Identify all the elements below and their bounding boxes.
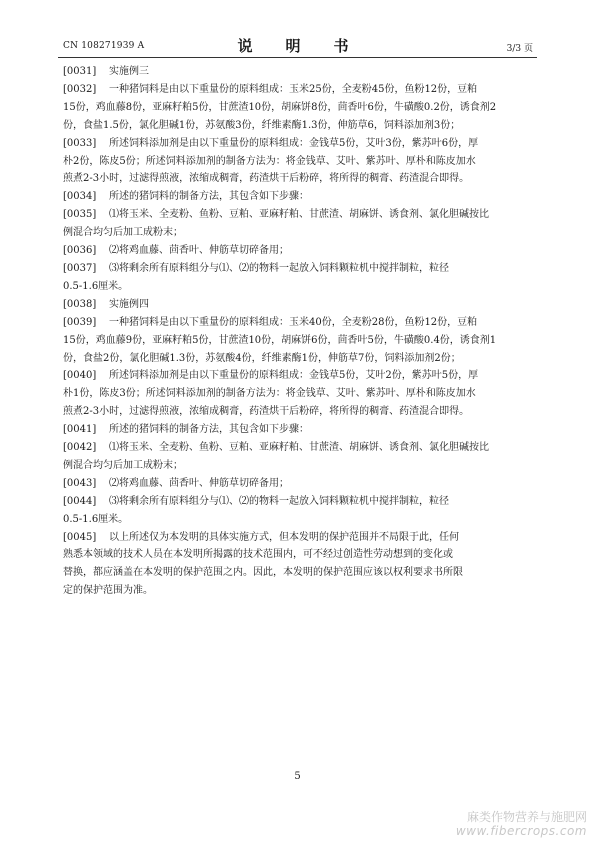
paragraph-number: [0038] (63, 298, 97, 310)
paragraph-number: [0036] (63, 245, 97, 257)
paragraph-text: 所述的猪饲料的制备方法，其包含如下步骤： (109, 191, 309, 203)
paragraph-text: 份，食盐1.5份，氯化胆碱1份，苏氨酸3份，纤维素酶1.3份，伸筋草6，饲料添加剂3份； (63, 119, 461, 131)
paragraph-text: 一种猪饲料是由以下重量份的原料组成：玉米40份，全麦粉28份，鱼粉12份，豆粕 (109, 316, 478, 328)
document-body (63, 63, 533, 600)
paragraph-line-first (63, 63, 533, 81)
paragraph-line-first (63, 135, 533, 153)
paragraph-text: ⑴将玉米、全麦粉、鱼粉、豆粕、亚麻籽粕、甘蔗渣、胡麻饼、诱食剂、氯化胆碱按比 (109, 209, 489, 221)
paragraph-text: 替换，都应涵盖在本发明的保护范围之内。因此，本发明的保护范围应该以权利要求书所限 (63, 567, 463, 579)
paragraph-line (63, 350, 533, 368)
paragraph-text: 熟悉本领域的技术人员在本发明所揭露的技术范围内，可不经过创造性劳动想到的变化或 (63, 549, 453, 561)
paragraph-number: [0044] (63, 495, 97, 507)
paragraph-text: ⑵将鸡血藤、茴香叶、伸筋草切碎备用； (109, 477, 289, 489)
paragraph-line (63, 170, 533, 188)
paragraph-line (63, 99, 533, 117)
paragraph-number: [0037] (63, 262, 97, 274)
paragraph-number: [0033] (63, 137, 97, 149)
paragraph-text: 定的保护范围为准。 (63, 585, 153, 597)
paragraph-text: 朴2份，陈皮5份；所述饲料添加剂的制备方法为：将金钱草、艾叶、紫苏叶、厚朴和陈皮加水 (63, 155, 476, 167)
paragraph-number: [0045] (63, 531, 97, 543)
paragraph-line (63, 457, 533, 475)
paragraph-text: ⑵将鸡血藤、茴香叶、伸筋草切碎备用； (109, 245, 289, 257)
paragraph-line-first (63, 367, 533, 385)
paragraph-line-first (63, 439, 533, 457)
paragraph-text: 以上所述仅为本发明的具体实施方式，但本发明的保护范围并不局限于此，任何 (109, 531, 459, 543)
paragraph-line-first (63, 296, 533, 314)
paragraph-number: [0035] (63, 209, 97, 221)
paragraph-line (63, 564, 533, 582)
paragraph-text: 一种猪饲料是由以下重量份的原料组成：玉米25份，全麦粉45份，鱼粉12份，豆粕 (109, 83, 478, 95)
paragraph-text: 煎煮2-3小时，过滤得煎液，浓缩成稠膏，药渣烘干后粉碎，将所得的稠膏、药渣混合即得。 (63, 406, 470, 418)
paragraph-number: [0043] (63, 477, 97, 489)
paragraph-number: [0040] (63, 370, 97, 382)
paragraph-text: ⑶将剩余所有原料组分与⑴、⑵的物料一起放入饲料颗粒机中搅拌制粒，粒径 (109, 495, 449, 507)
paragraph-text: 例混合均匀后加工成粉末； (63, 459, 183, 471)
paragraph-text: 煎煮2-3小时，过滤得煎液，浓缩成稠膏，药渣烘干后粉碎，将所得的稠膏、药渣混合即得。 (63, 173, 470, 185)
paragraph-line-first (63, 421, 533, 439)
paragraph-text: ⑶将剩余所有原料组分与⑴、⑵的物料一起放入饲料颗粒机中搅拌制粒，粒径 (109, 262, 449, 274)
watermark-site-name: 麻类作物营养与施肥网 (466, 810, 587, 824)
document-title: 说 明 书 (237, 37, 358, 55)
paragraph-text: 所述饲料添加剂是由以下重量份的原料组成：金钱草5份，艾叶2份，紫苏叶5份，厚 (109, 370, 479, 382)
paragraph-text: 15份，鸡血藤9份，亚麻籽粕5份，甘蔗渣10份，胡麻饼6份，茴香叶5份，牛磺酸0.4份，诱食剂1 (63, 334, 497, 346)
paragraph-number: [0034] (63, 191, 97, 203)
paragraph-line-first (63, 475, 533, 493)
paragraph-line (63, 511, 533, 529)
page-number: 5 (294, 771, 301, 782)
paragraph-text: 份，食盐2份，氯化胆碱1.3份，苏氨酸4份，纤维素酶1份，伸筋草7份，饲料添加剂2份； (63, 352, 461, 364)
paragraph-number: [0032] (63, 83, 97, 95)
paragraph-text: 实施例四 (109, 298, 149, 310)
watermark-url: www.fibercrops.com (455, 824, 587, 838)
paragraph-line (63, 153, 533, 171)
paragraph-text: 所述饲料添加剂是由以下重量份的原料组成：金钱草5份，艾叶3份，紫苏叶6份，厚 (109, 137, 479, 149)
paragraph-text: 15份，鸡血藤8份，亚麻籽粕5份，甘蔗渣10份，胡麻饼8份，茴香叶6份，牛磺酸0.2份，诱食剂2 (63, 101, 497, 113)
paragraph-line (63, 546, 533, 564)
paragraph-text: ⑴将玉米、全麦粉、鱼粉、豆粕、亚麻籽粕、甘蔗渣、胡麻饼、诱食剂、氯化胆碱按比 (109, 442, 489, 454)
paragraph-text: 所述的猪饲料的制备方法，其包含如下步骤： (109, 424, 309, 436)
paragraph-line-first (63, 260, 533, 278)
paragraph-line-first (63, 81, 533, 99)
paragraph-line-first (63, 188, 533, 206)
paragraph-line (63, 582, 533, 600)
patent-number: CN 108271939 A (63, 41, 145, 51)
paragraph-line-first (63, 314, 533, 332)
paragraph-line (63, 385, 533, 403)
paragraph-text: 朴1份，陈皮3份；所述饲料添加剂的制备方法为：将金钱草、艾叶、紫苏叶、厚朴和陈皮加水 (63, 388, 476, 400)
paragraph-text: 0.5-1.6厘米。 (63, 513, 129, 525)
paragraph-line (63, 278, 533, 296)
paragraph-line-first (63, 242, 533, 260)
paragraph-line (63, 403, 533, 421)
paragraph-line-first (63, 529, 533, 547)
paragraph-text: 例混合均匀后加工成粉末； (63, 227, 183, 239)
paragraph-text: 实施例三 (109, 66, 149, 77)
paragraph-number: [0039] (63, 316, 97, 328)
paragraph-line-first (63, 493, 533, 511)
header-divider (58, 57, 537, 58)
page-indicator: 3/3 页 (506, 44, 533, 54)
paragraph-number: [0031] (63, 66, 97, 77)
paragraph-line (63, 117, 533, 135)
paragraph-line (63, 224, 533, 242)
paragraph-line (63, 332, 533, 350)
paragraph-number: [0041] (63, 424, 97, 436)
paragraph-line-first (63, 206, 533, 224)
paragraph-text: 0.5-1.6厘米。 (63, 280, 129, 292)
paragraph-number: [0042] (63, 442, 97, 454)
